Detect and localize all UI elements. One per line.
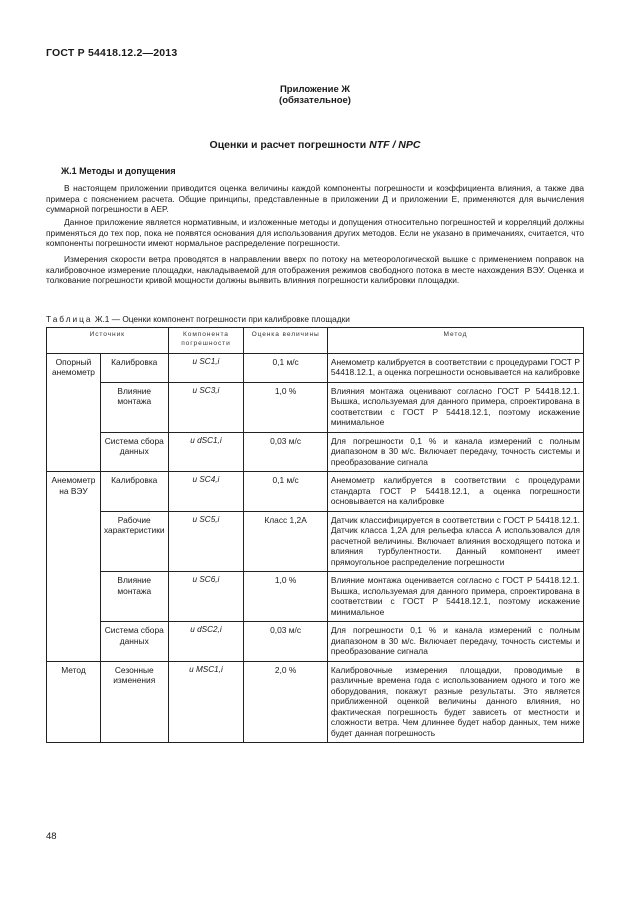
component-cell: u SC1,i [168, 353, 244, 382]
source-cell: Метод [47, 661, 101, 743]
table-row [47, 511, 584, 572]
item-cell: Система сбора данных [100, 622, 168, 662]
component-cell: u dSC2,i [168, 622, 244, 662]
table-row [47, 661, 584, 743]
item-cell: Сезонные изменения [100, 661, 168, 743]
item-cell: Калибровка [100, 353, 168, 382]
col-header-method: Метод [327, 328, 583, 354]
table-row [47, 432, 584, 472]
table-header-row [47, 328, 584, 354]
method-cell: Влияния монтажа оценивают согласно ГОСТ Р 54418.12.1. Вышка, используемая для данного примера, спроектирована в соответствии с ГОСТ Р 54418.12.1, поэтому искажение минимальное [327, 382, 583, 432]
value-cell: 0,03 м/с [244, 622, 328, 662]
col-header-value: Оценка величины [244, 328, 328, 354]
item-cell: Рабочие характеристики [100, 511, 168, 572]
table-row [47, 382, 584, 432]
item-cell: Влияние монтажа [100, 572, 168, 622]
table-row [47, 622, 584, 662]
table-row [47, 472, 584, 512]
table-caption [46, 314, 350, 324]
annex-title: Приложение Ж [279, 84, 351, 95]
page-number: 48 [46, 831, 57, 842]
value-cell: 0,1 м/с [244, 472, 328, 512]
col-header-source: Источник [47, 328, 169, 354]
method-cell: Для погрешности 0,1 % и канала измерений с полным диапазоном в 30 м/с. Включает передачу, точность системы и преобразование сигнала [327, 432, 583, 472]
table-row [47, 353, 584, 382]
value-cell: 0,03 м/с [244, 432, 328, 472]
heading-text: Оценки и расчет погрешности [209, 139, 370, 151]
value-cell: 1,0 % [244, 572, 328, 622]
component-cell: u SC3,i [168, 382, 244, 432]
value-cell: 0,1 м/с [244, 353, 328, 382]
annex-heading [0, 139, 630, 151]
method-cell: Влияние монтажа оценивается согласно с ГОСТ Р 54418.12.1. Вышка, используемая для данного примера, спроектирована в соответствии с ГОСТ Р 54418.12.1, поэтому искажение минимальное [327, 572, 583, 622]
document-header: ГОСТ Р 54418.12.2—2013 [46, 47, 178, 59]
item-cell: Система сбора данных [100, 432, 168, 472]
item-cell: Калибровка [100, 472, 168, 512]
component-cell: u SC6,i [168, 572, 244, 622]
value-cell: 1,0 % [244, 382, 328, 432]
item-cell: Влияние монтажа [100, 382, 168, 432]
table-row [47, 572, 584, 622]
method-cell: Датчик классифицируется в соответствии с ГОСТ Р 54418.12.1. Датчик класса 1,2А для рельефа класса А использовался для расчетной величины. Включает влияния восходящего потока и влияния турбулентности. Данный компонент имеет прямоугольное распределение погрешности [327, 511, 583, 572]
component-cell: u SC5,i [168, 511, 244, 572]
caption-text: Ж.1 — Оценки компонент погрешности при калибровке площадки [92, 314, 350, 324]
method-cell: Анемометр калибруется в соответствии с процедурами стандарта ГОСТ Р 54418.12.1, а оценка погрешности основывается на калибровке [327, 472, 583, 512]
caption-label: Таблица [46, 314, 93, 324]
method-cell: Калибровочные измерения площадки, проводимые в различные времена года с использованием одного и того же оборудования, покажут разные результаты. Это является приближенной оценкой величины данного влияния, но фактическая погрешность будет зависеть от местности и сложности ветра. Чем длиннее будет набор данных, тем ниже будет данная погрешность [327, 661, 583, 743]
component-cell: u SC4,i [168, 472, 244, 512]
annex-status: (обязательное) [279, 95, 351, 106]
uncertainty-table [46, 327, 584, 743]
value-cell: Класс 1,2А [244, 511, 328, 572]
method-cell: Анемометр калибруется в соответствии с процедурами ГОСТ Р 54418.12.1, а оценка погрешности основывается на калибровке [327, 353, 583, 382]
component-cell: u MSC1,i [168, 661, 244, 743]
paragraph-3: Измерения скорости ветра проводятся в направлении вверх по потоку на метеорологической вышке с применением поправок на калибровочное измерение площадки, накладываемой для отображения режимов свободного потока в месте нахождения ВЭУ. Оценка и толкование погрешности кривой мощности должны выявить влияния погрешности калибровки площадки. [46, 254, 584, 286]
paragraph-2: Данное приложение является нормативным, и изложенные методы и допущения относительно погрешностей и корреляций должны применяться до тех пор, пока не появятся основания для использования других методов. Если не указано в примечаниях, считается, что компоненты погрешности имеют нормальное распределение погрешности. [46, 217, 584, 249]
value-cell: 2,0 % [244, 661, 328, 743]
heading-abbrev: NTF / NPC [369, 139, 421, 151]
paragraph-1: В настоящем приложении приводится оценка величины каждой компоненты погрешности и коэффициента влияния, а также два примера с пояснением расчета. Общие принципы, представленные в приложении Д и приложении Е, применяются для вычисления суммарной погрешности в AEP. [46, 183, 584, 215]
col-header-component: Компонента погрешности [168, 328, 244, 354]
section-heading: Ж.1 Методы и допущения [61, 166, 176, 176]
source-cell: Анемометр на ВЭУ [47, 472, 101, 662]
source-cell: Опорный анемометр [47, 353, 101, 472]
method-cell: Для погрешности 0,1 % и канала измерений с полным диапазоном в 30 м/с. Включает передачу, точность системы и преобразование сигнала [327, 622, 583, 662]
component-cell: u dSC1,i [168, 432, 244, 472]
